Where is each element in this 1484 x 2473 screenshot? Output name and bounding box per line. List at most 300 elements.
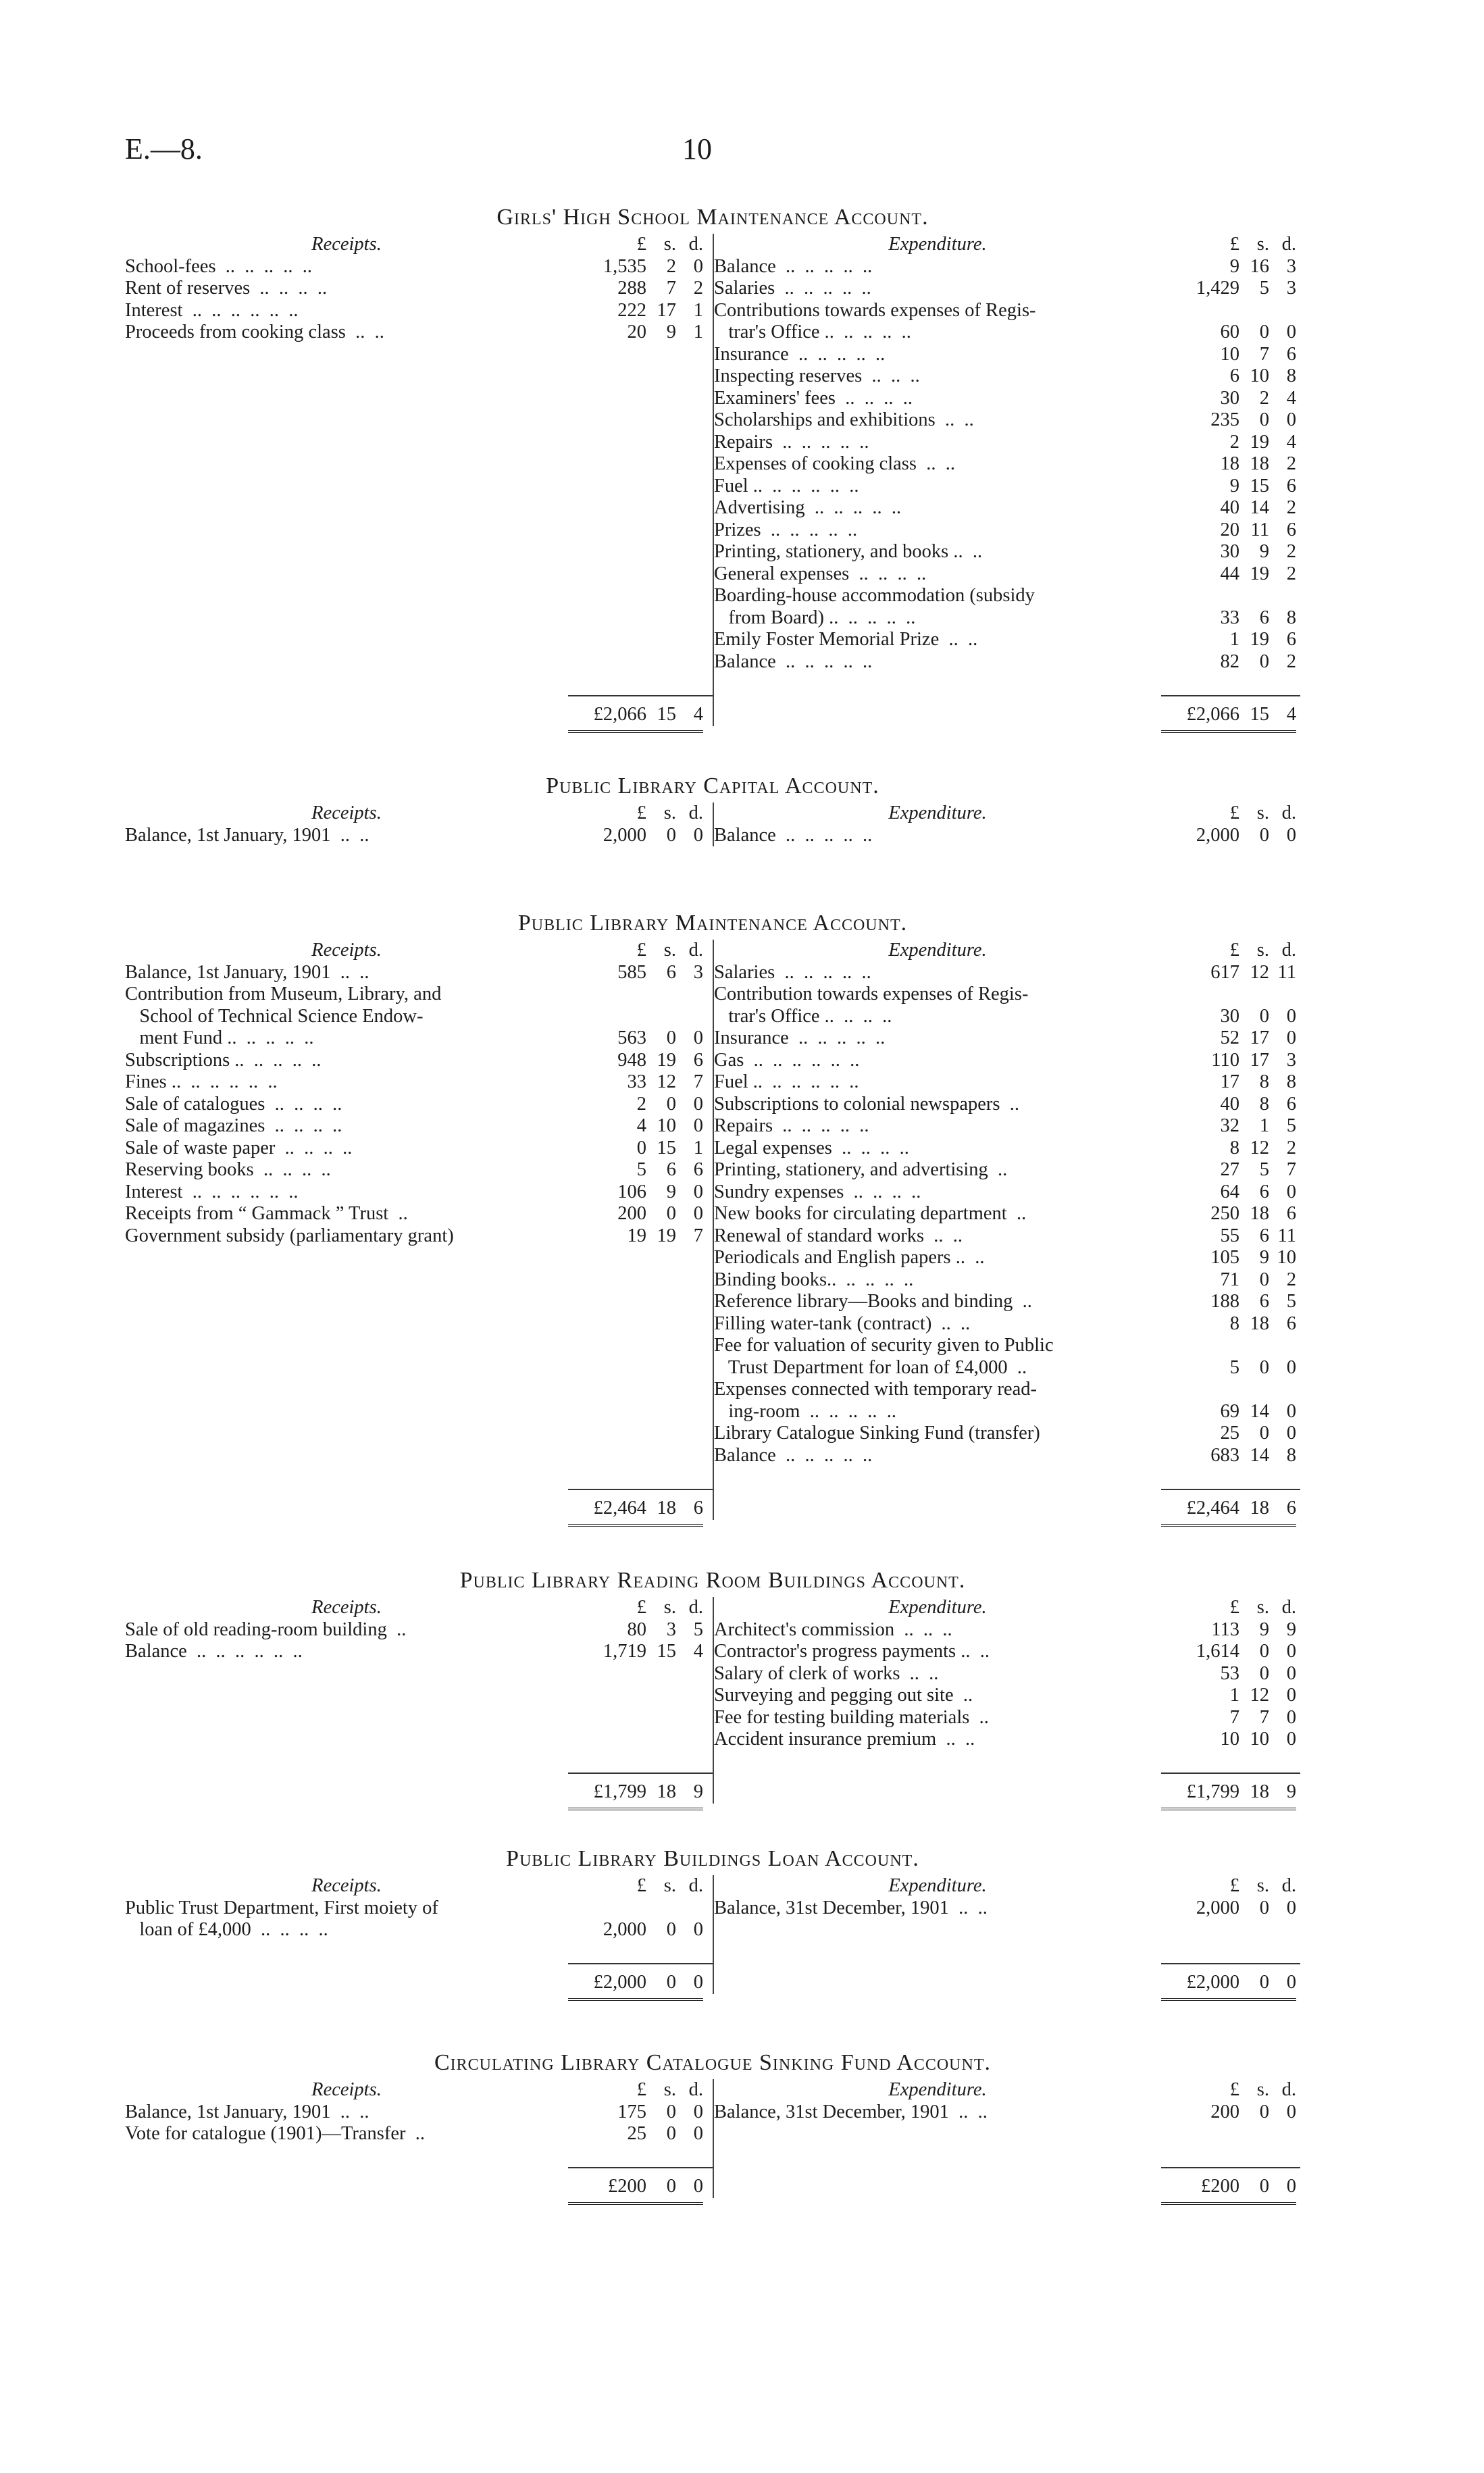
expenditure-row [714, 1006, 1300, 1028]
shillings: 6 [666, 1159, 676, 1180]
spacer [125, 497, 713, 519]
account-public-library-maintenance [125, 909, 1300, 1520]
pounds: 33 [627, 1071, 646, 1092]
shillings: 0 [1259, 824, 1269, 846]
pence: 6 [1286, 1203, 1296, 1224]
account-body [125, 234, 1300, 726]
shillings: 0 [1259, 1269, 1269, 1290]
amount [1161, 541, 1300, 563]
amount [1161, 1159, 1300, 1181]
shillings: 0 [1259, 1423, 1269, 1444]
expenditure-column [714, 234, 1300, 726]
pence: 0 [693, 1027, 703, 1048]
amount [568, 2123, 713, 2145]
pence [1269, 300, 1296, 322]
receipts-row [125, 1203, 713, 1225]
entry-description: Public Trust Department, First moiety of [125, 1897, 438, 1918]
amount [568, 1115, 713, 1138]
pence: 0 [1286, 824, 1296, 846]
receipts-row [125, 1181, 713, 1204]
expenditure-row [714, 1423, 1300, 1445]
pounds: 32 [1220, 1115, 1239, 1136]
shillings: 5 [1259, 278, 1269, 299]
pounds: 27 [1220, 1159, 1239, 1180]
entry-description: from Board) .. .. .. .. .. [714, 607, 916, 628]
pound-sign: £ [636, 234, 646, 255]
pence: 0 [693, 824, 703, 846]
shillings: 17 [657, 299, 676, 321]
shillings: 19 [1250, 563, 1269, 584]
spacer [714, 673, 1300, 695]
pence-sign: d. [1281, 234, 1296, 255]
shillings: 6 [1259, 1181, 1269, 1202]
expenditure-row [714, 1203, 1300, 1225]
shillings: 9 [1259, 541, 1269, 562]
entry-description: Reserving books .. .. .. .. [125, 1159, 331, 1180]
entry-description: Filling water-tank (contract) .. .. [714, 1312, 971, 1334]
entry-description: Salaries .. .. .. .. .. [714, 278, 871, 299]
pence: 6 [1286, 1497, 1296, 1519]
expenditure-row [714, 1619, 1300, 1641]
amount [1161, 1335, 1300, 1357]
expenditure-column [714, 2079, 1300, 2198]
pounds: 2 [1229, 431, 1239, 453]
shillings: 18 [1250, 1203, 1269, 1224]
spacer [125, 1729, 713, 1751]
shillings: 14 [1250, 497, 1269, 518]
amount [568, 1773, 713, 1804]
shillings [1239, 300, 1269, 322]
entry-description: Repairs .. .. .. .. .. [714, 431, 869, 453]
expenditure-total [714, 1963, 1300, 1994]
account-catalogue-sinking-fund [125, 2048, 1300, 2198]
amount [568, 1897, 713, 1920]
receipts-label: Receipts. [311, 2079, 382, 2100]
shilling-sign: s. [1256, 1875, 1269, 1896]
entry-description: Gas .. .. .. .. .. .. [714, 1049, 860, 1071]
pounds: 20 [627, 322, 646, 342]
entry-description: Sundry expenses .. .. .. .. [714, 1181, 921, 1202]
expenditure-row [714, 300, 1300, 322]
expenditure-row [714, 563, 1300, 586]
amount [568, 1050, 713, 1072]
pence [676, 1897, 703, 1920]
shillings: 0 [1259, 1972, 1269, 1993]
entry-description: Reference library—Books and binding .. [714, 1291, 1032, 1312]
amount [568, 1919, 713, 1941]
amount [1161, 300, 1300, 322]
spacer [125, 476, 713, 498]
pounds [572, 1897, 646, 1920]
amount [1161, 1006, 1300, 1028]
expenditure-header [714, 802, 1300, 825]
amount [568, 1641, 713, 1663]
shillings [1239, 1335, 1269, 1357]
pence: 0 [1286, 1423, 1296, 1444]
entry-description: Contribution from Museum, Library, and [125, 984, 442, 1004]
account-body [125, 940, 1300, 1520]
amount [1161, 1291, 1300, 1313]
pounds: 110 [1211, 1049, 1239, 1071]
spacer [714, 1467, 1300, 1489]
shillings [1239, 1379, 1269, 1401]
pence: 7 [693, 1225, 703, 1246]
pence: 0 [1286, 1972, 1296, 1993]
pounds: £2,464 [593, 1497, 646, 1519]
pounds [1165, 1379, 1239, 1401]
spacer [125, 1379, 713, 1401]
expenditure-total [714, 695, 1300, 726]
amount [1161, 1773, 1300, 1804]
pence: 5 [693, 1618, 703, 1640]
entry-description: Expenses of cooking class .. .. [714, 453, 955, 474]
shillings: 2 [1259, 387, 1269, 409]
shillings: 15 [1250, 475, 1269, 496]
expenditure-row [714, 1159, 1300, 1181]
amount [1161, 278, 1300, 300]
amount [1161, 1027, 1300, 1050]
pound-sign: £ [636, 940, 646, 961]
pounds: 52 [1220, 1027, 1239, 1048]
amount [568, 1619, 713, 1641]
amount [1161, 1729, 1300, 1751]
spacer [125, 1357, 713, 1379]
expenditure-header [714, 2079, 1300, 2101]
shillings: 0 [666, 1203, 676, 1224]
amount [1161, 388, 1300, 410]
pence: 8 [1286, 1071, 1296, 1092]
pence-sign: d. [1281, 1875, 1296, 1896]
entry-description: Sale of old reading-room building .. [125, 1618, 407, 1640]
pounds: 69 [1220, 1400, 1239, 1422]
spacer [125, 585, 713, 607]
amount [568, 984, 713, 1006]
pounds: 9 [1229, 475, 1239, 496]
shilling-sign: s. [663, 1597, 676, 1618]
spacer [125, 1423, 713, 1445]
receipts-column [125, 1875, 714, 1994]
shilling-sign: s. [663, 2079, 676, 2100]
pence: 6 [1286, 519, 1296, 540]
pounds: 40 [1220, 1093, 1239, 1115]
pounds: 563 [617, 1027, 646, 1048]
amount [1161, 1445, 1300, 1467]
currency-header [1161, 802, 1300, 825]
amount [1161, 1963, 1300, 1994]
entry-description: Receipts from “ Gammack ” Trust .. [125, 1203, 408, 1224]
entry-description: Renewal of standard works .. .. [714, 1225, 963, 1246]
shillings: 3 [666, 1618, 676, 1640]
amount [1161, 1401, 1300, 1423]
amount [1161, 629, 1300, 651]
receipts-row [125, 825, 713, 847]
spacer [125, 651, 713, 673]
pounds: 40 [1220, 497, 1239, 518]
pence: 3 [1286, 278, 1296, 299]
amount [1161, 1071, 1300, 1094]
pence: 9 [693, 1781, 703, 1802]
amount [1161, 256, 1300, 278]
amount [568, 2167, 713, 2198]
shillings [646, 1006, 676, 1028]
entry-description: Proceeds from cooking class .. .. [125, 322, 384, 342]
entry-description: Salary of clerk of works .. .. [714, 1662, 939, 1684]
shilling-sign: s. [663, 940, 676, 961]
amount [1161, 1094, 1300, 1116]
shillings: 19 [657, 1225, 676, 1246]
shillings: 18 [1250, 1312, 1269, 1334]
spacer [125, 365, 713, 388]
shilling-sign: s. [1256, 802, 1269, 823]
entry-description: Government subsidy (parliamentary grant) [125, 1225, 454, 1246]
shilling-sign: s. [1256, 1597, 1269, 1618]
shillings [1239, 984, 1269, 1006]
entry-description: Printing, stationery, and books .. .. [714, 541, 983, 562]
entry-description: Fee for testing building materials .. [714, 1706, 989, 1728]
shillings: 0 [666, 2101, 676, 2122]
spacer [125, 607, 713, 630]
shillings: 11 [1250, 519, 1269, 540]
account-body [125, 802, 1300, 846]
shilling-sign: s. [1256, 2079, 1269, 2100]
receipts-header [125, 1597, 713, 1619]
pounds [572, 984, 646, 1006]
pence: 2 [1286, 651, 1296, 672]
pounds: 30 [1220, 387, 1239, 409]
pence: 3 [1286, 255, 1296, 277]
pence: 5 [1286, 1291, 1296, 1312]
expenditure-row [714, 1138, 1300, 1160]
spacer [125, 673, 713, 695]
shillings: 0 [666, 2123, 676, 2144]
pounds: 585 [617, 961, 646, 983]
pound-sign: £ [1229, 802, 1239, 823]
shillings: 14 [1250, 1400, 1269, 1422]
expenditure-row [714, 1897, 1300, 1920]
receipts-row [125, 278, 713, 300]
amount [568, 278, 713, 300]
amount [1161, 1247, 1300, 1269]
receipts-row [125, 2123, 713, 2145]
shillings: 0 [666, 1972, 676, 1993]
expenditure-row [714, 1181, 1300, 1204]
pence: 2 [693, 278, 703, 299]
pounds: £200 [608, 2176, 646, 2197]
receipts-row [125, 984, 713, 1006]
shillings: 17 [1250, 1049, 1269, 1071]
shillings: 15 [657, 1641, 676, 1662]
entry-description: Printing, stationery, and advertising .. [714, 1159, 1008, 1180]
shillings: 10 [1250, 365, 1269, 386]
currency-header [1161, 234, 1300, 256]
pence-sign: d. [688, 1597, 703, 1618]
shillings [646, 1897, 676, 1920]
pence-sign: d. [688, 234, 703, 255]
amount [1161, 1115, 1300, 1138]
amount [1161, 607, 1300, 630]
pounds: 2,000 [1196, 824, 1239, 846]
shillings: 0 [1259, 1005, 1269, 1027]
shillings: 15 [657, 703, 676, 725]
shillings: 0 [1259, 1662, 1269, 1684]
shillings: 15 [1250, 703, 1269, 725]
shillings: 10 [1250, 1729, 1269, 1750]
receipts-row [125, 962, 713, 984]
spacer [125, 453, 713, 476]
pence [1269, 1335, 1296, 1357]
spacer [125, 344, 713, 366]
pounds: 25 [627, 2123, 646, 2144]
receipts-label: Receipts. [311, 1597, 382, 1618]
shillings: 18 [1250, 1781, 1269, 1802]
receipts-column [125, 234, 714, 726]
receipts-header [125, 1875, 713, 1897]
pounds: £2,000 [1186, 1972, 1239, 1993]
expenditure-label: Expenditure. [888, 1875, 987, 1896]
currency-header [1161, 1875, 1300, 1897]
entry-description: Balance .. .. .. .. .. [714, 255, 873, 277]
expenditure-label: Expenditure. [888, 234, 987, 255]
pence: 3 [1286, 1049, 1296, 1071]
pence: 0 [1286, 1729, 1296, 1750]
account-title: Public Library Maintenance Account. [517, 911, 908, 936]
currency-header [1161, 940, 1300, 962]
amount [1161, 1313, 1300, 1335]
expenditure-total [714, 2167, 1300, 2198]
pounds: 250 [1210, 1203, 1239, 1224]
amount [568, 1094, 713, 1116]
pounds: 5 [636, 1159, 646, 1180]
pence: 0 [693, 1093, 703, 1115]
entry-description: Periodicals and English papers .. .. [714, 1247, 985, 1268]
amount [1161, 1269, 1300, 1292]
amount [1161, 1489, 1300, 1520]
pence [1269, 984, 1296, 1006]
pounds: 44 [1220, 563, 1239, 584]
page-number: 10 [682, 132, 712, 165]
pence: 9 [1286, 1618, 1296, 1640]
pounds: 617 [1210, 961, 1239, 983]
pence-sign: d. [1281, 1597, 1296, 1618]
account-title: Public Library Capital Account. [546, 773, 879, 798]
receipts-header [125, 2079, 713, 2101]
account-reading-room-buildings [125, 1566, 1300, 1804]
currency-header [568, 2079, 713, 2101]
expenditure-row [714, 585, 1300, 607]
pence [1269, 585, 1296, 607]
shillings [646, 984, 676, 1006]
entry-description: Scholarships and exhibitions .. .. [714, 409, 974, 430]
expenditure-row [714, 388, 1300, 410]
expenditure-row [714, 825, 1300, 847]
pence-sign: d. [688, 1875, 703, 1896]
expenditure-row [714, 1663, 1300, 1685]
entry-description: Vote for catalogue (1901)—Transfer .. [125, 2123, 426, 2144]
pounds: 8 [1229, 1137, 1239, 1158]
pounds: 188 [1210, 1291, 1239, 1312]
pounds: 60 [1220, 322, 1239, 342]
shillings: 0 [1259, 651, 1269, 672]
pound-sign: £ [636, 1597, 646, 1618]
expenditure-row [714, 607, 1300, 630]
shillings: 12 [1250, 961, 1269, 983]
shillings: 19 [1250, 431, 1269, 453]
entry-description: Advertising .. .. .. .. .. [714, 497, 902, 518]
expenditure-header [714, 1597, 1300, 1619]
pence: 6 [1286, 1093, 1296, 1115]
pence: 4 [1286, 703, 1296, 725]
expenditure-row [714, 476, 1300, 498]
entry-description: Boarding-house accommodation (subsidy [714, 585, 1035, 606]
pence-sign: d. [688, 802, 703, 823]
amount [1161, 1685, 1300, 1707]
pounds: 30 [1220, 541, 1239, 562]
spacer [125, 1401, 713, 1423]
entry-description: Sale of catalogues .. .. .. .. [125, 1093, 342, 1115]
expenditure-header [714, 940, 1300, 962]
amount [1161, 1663, 1300, 1685]
entry-description: Fuel .. .. .. .. .. .. [714, 1071, 859, 1092]
receipts-row [125, 256, 713, 278]
entry-description: ing-room .. .. .. .. .. [714, 1400, 896, 1422]
pounds [1165, 984, 1239, 1006]
spacer [125, 1269, 713, 1292]
shillings: 0 [666, 1027, 676, 1048]
account-body [125, 1875, 1300, 1994]
pence: 0 [1286, 1400, 1296, 1422]
entry-description: Contribution towards expenses of Regis- [714, 984, 1029, 1004]
shillings: 0 [1259, 1641, 1269, 1662]
shillings: 0 [1259, 409, 1269, 430]
spacer [125, 1445, 713, 1467]
pence: 1 [693, 1137, 703, 1158]
receipts-column [125, 940, 714, 1520]
shillings: 0 [666, 2176, 676, 2197]
entry-description: Emily Foster Memorial Prize .. .. [714, 629, 978, 650]
expenditure-row [714, 1401, 1300, 1423]
entry-description: Legal expenses .. .. .. .. [714, 1137, 909, 1158]
spacer [125, 629, 713, 651]
pounds: 113 [1211, 1618, 1239, 1640]
entry-description: Surveying and pegging out site .. [714, 1685, 973, 1706]
currency-header [1161, 1597, 1300, 1619]
currency-header [568, 1597, 713, 1619]
pounds: 200 [617, 1203, 646, 1224]
amount [568, 962, 713, 984]
receipts-header [125, 234, 713, 256]
pence-sign: d. [1281, 940, 1296, 961]
expenditure-row [714, 1071, 1300, 1094]
shillings: 7 [666, 278, 676, 299]
expenditure-row [714, 984, 1300, 1006]
expenditure-label: Expenditure. [888, 2079, 987, 2100]
pounds: 10 [1220, 343, 1239, 365]
amount [568, 1159, 713, 1181]
pence: 6 [1286, 475, 1296, 496]
pence [676, 984, 703, 1006]
pence: 7 [693, 1071, 703, 1092]
amount [1161, 519, 1300, 542]
pence: 11 [1277, 1225, 1296, 1246]
pounds: 8 [1229, 1312, 1239, 1334]
receipts-row [125, 1159, 713, 1181]
entry-description: Salaries .. .. .. .. .. [714, 961, 871, 983]
pence: 2 [1286, 1137, 1296, 1158]
shillings: 7 [1259, 1706, 1269, 1728]
pounds: 288 [617, 278, 646, 299]
pounds: 1,535 [603, 255, 646, 277]
spacer [714, 2123, 1300, 2145]
